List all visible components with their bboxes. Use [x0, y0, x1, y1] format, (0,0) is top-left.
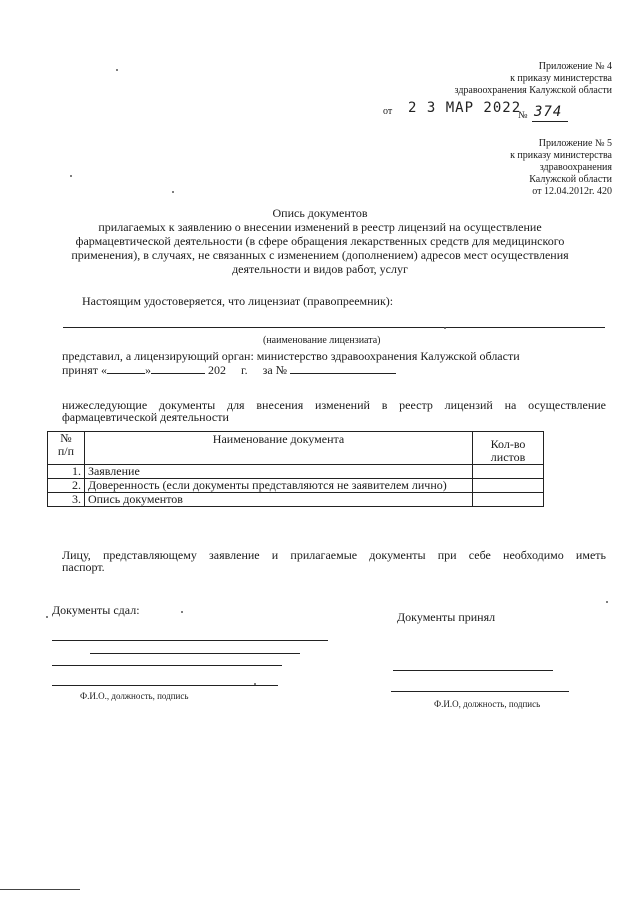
submitter-signature-line-3	[52, 665, 282, 666]
accepted-day-field	[107, 362, 145, 374]
annex4-line2: к приказу министерства	[510, 73, 612, 84]
title-line1: Опись документов	[272, 206, 368, 220]
row-document-name: Заявление	[84, 465, 472, 479]
licensee-name-line	[63, 327, 605, 328]
table-row	[48, 479, 544, 493]
annex4-date-prefix: от	[383, 106, 393, 117]
docs-intro-1: нижеследующие документы для внесения изменений в реестр лицензий на осуществление	[62, 398, 606, 412]
col-count-header	[473, 432, 544, 465]
document-title	[40, 206, 600, 276]
annex4-header	[455, 61, 612, 97]
receiver-signature-line-2	[391, 691, 569, 692]
submitted-by-label: Документы сдал:	[52, 603, 140, 617]
annex5-header	[510, 138, 612, 198]
documents-table	[47, 431, 544, 507]
received-by-label: Документы принял	[397, 610, 496, 624]
scan-speck	[172, 191, 174, 193]
col-number-label: №	[60, 431, 72, 445]
receiver-signature-line-1	[393, 670, 553, 671]
accepted-open-quote: «	[101, 363, 108, 377]
annex4-line3: здравоохранения Калужской области	[454, 85, 612, 96]
title-line2: прилагаемых к заявлению о внесении изменений в реестр лицензий на осуществление	[98, 220, 542, 234]
col-count-label: Кол-во	[490, 437, 526, 451]
submitted-text: представил, а лицензирующий орган: министерство здравоохранения Калужской области	[62, 349, 520, 363]
col-number-sublabel: п/п	[57, 444, 75, 458]
scan-speck	[70, 175, 72, 177]
annex4-number-handwritten: 374	[534, 104, 563, 120]
scan-speck	[254, 683, 256, 685]
annex4-number-underline	[532, 121, 568, 122]
row-document-name: Опись документов	[84, 493, 472, 507]
certify-text: Настоящим удостоверяется, что лицензиат (правопреемник):	[82, 294, 394, 308]
title-line4: применения), в случаях, не связанных с изменением (дополнением) адресов мест осуществления	[71, 248, 569, 262]
row-number: 1.	[48, 465, 85, 479]
docs-intro-2: фармацевтической деятельности	[62, 410, 229, 424]
annex5-line4: Калужской области	[529, 174, 612, 185]
annex4-date-stamp: 2 3 МАР 2022	[408, 100, 522, 116]
accepted-year-suffix: г.	[241, 363, 248, 377]
accepted-close-quote: »	[145, 363, 152, 377]
scan-speck	[444, 327, 446, 329]
annex5-line5: от 12.04.2012г. 420	[532, 186, 612, 197]
receiver-caption: Ф.И.О, должность, подпись	[434, 699, 541, 709]
row-number: 2.	[48, 479, 85, 493]
row-document-name: Доверенность (если документы представляются не заявителем лично)	[84, 479, 472, 493]
submitter-caption: Ф.И.О., должность, подпись	[80, 691, 189, 701]
title-line3: фармацевтической деятельности (в сфере обращения лекарственных средств для медицинского	[75, 234, 565, 248]
submitter-signature-line-4	[52, 685, 278, 686]
accepted-year: 202	[208, 363, 227, 377]
row-number: 3.	[48, 493, 85, 507]
col-name-header: Наименование документа	[84, 432, 472, 465]
accepted-month-field	[151, 362, 205, 374]
row-sheet-count	[473, 493, 544, 507]
submitter-signature-line-1	[52, 640, 328, 641]
row-sheet-count	[473, 465, 544, 479]
title-line5: деятельности и видов работ, услуг	[232, 262, 408, 276]
col-number-header	[48, 432, 85, 465]
accepted-prefix: принят	[62, 363, 99, 377]
accepted-number-label: за №	[262, 363, 288, 377]
annex4-number-prefix: №	[518, 110, 528, 121]
table-row	[48, 465, 544, 479]
licensee-caption: (наименование лицензиата)	[263, 335, 381, 346]
annex5-line1: Приложение № 5	[538, 138, 612, 149]
scan-edge-mark	[0, 889, 80, 890]
scan-speck	[606, 601, 608, 603]
passport-note-1: Лицу, представляющему заявление и прилагаемые документы при себе необходимо иметь	[62, 548, 606, 562]
scan-speck	[181, 611, 183, 613]
table-header-row	[48, 432, 544, 465]
scan-speck	[46, 616, 48, 618]
col-count-sublabel: листов	[490, 450, 526, 464]
annex4-line1: Приложение № 4	[538, 61, 612, 72]
scan-speck	[116, 69, 118, 71]
passport-note-2: паспорт.	[62, 560, 105, 574]
accepted-number-field	[290, 362, 396, 374]
row-sheet-count	[473, 479, 544, 493]
annex5-line3: здравоохранения	[539, 162, 612, 173]
accepted-line	[62, 362, 396, 377]
table-row	[48, 493, 544, 507]
annex5-line2: к приказу министерства	[510, 150, 612, 161]
submitter-signature-line-2	[90, 653, 300, 654]
